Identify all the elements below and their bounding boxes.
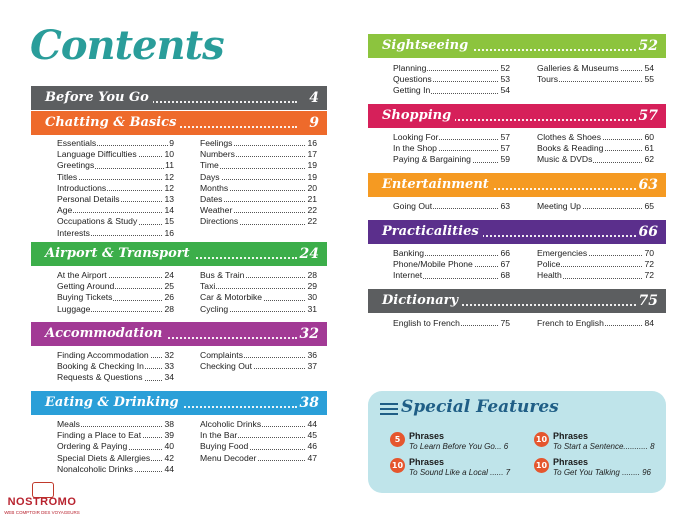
feature-subtitle: To Get You Talking ........ 96 — [553, 468, 652, 477]
section-page: 9 — [309, 111, 319, 135]
entry-page: 52 — [500, 63, 510, 73]
toc-entry[interactable] — [57, 160, 174, 171]
feature-subtitle: To Start a Sentence........... 8 — [553, 442, 655, 451]
entry-page: 44 — [307, 419, 317, 429]
section-header-before-you-go[interactable] — [31, 86, 327, 110]
entry-title: Feelings — [200, 138, 233, 148]
section-label: Sightseeing — [382, 34, 472, 58]
entry-page: 17 — [307, 149, 317, 160]
number-badge-icon: 10 — [534, 432, 549, 447]
toc-entry[interactable] — [200, 194, 317, 205]
entry-title: Buying Food — [200, 441, 249, 452]
section-header-airport-transport[interactable] — [31, 242, 327, 266]
entry-title: Getting In — [393, 85, 431, 96]
entry-title: Cycling — [200, 303, 229, 314]
entry-title: Emergencies — [537, 248, 588, 258]
entry-page: 11 — [165, 160, 174, 171]
entry-page: 31 — [307, 303, 317, 314]
entry-page: 72 — [644, 270, 654, 281]
dot-leader — [57, 212, 174, 213]
section-label: Shopping — [382, 104, 455, 128]
section-label: Accommodation — [45, 322, 166, 346]
entry-title: Finding Accommodation — [57, 350, 149, 360]
entry-title: At the Airport — [57, 270, 107, 280]
logo-tagline: WEB COMPTOIR DES VOYAGEURS — [4, 510, 80, 515]
toc-entry[interactable] — [393, 318, 510, 329]
special-feature-item[interactable] — [534, 457, 664, 483]
entry-title: Days — [200, 171, 220, 182]
entry-page: 38 — [164, 419, 174, 429]
section-page: 52 — [639, 34, 658, 58]
entry-title: Language Difficulties — [57, 149, 137, 160]
toc-entry[interactable] — [57, 281, 174, 292]
toc-column — [200, 270, 317, 315]
entry-title: Nonalcoholic Drinks — [57, 463, 133, 474]
entry-page: 62 — [644, 154, 654, 165]
toc-column — [200, 419, 317, 464]
feature-heading: Phrases — [553, 431, 589, 441]
section-label: Entertainment — [382, 173, 493, 197]
toc-entry[interactable] — [200, 441, 317, 452]
toc-entry[interactable] — [537, 154, 654, 165]
entry-page: 42 — [164, 452, 174, 463]
toc-entry[interactable] — [537, 318, 654, 329]
entry-title: Health — [537, 270, 562, 281]
entry-page: 12 — [164, 171, 174, 182]
toc-entry[interactable] — [57, 304, 174, 315]
section-label: Before You Go — [45, 86, 153, 110]
dot-leader — [200, 288, 317, 289]
toc-entry[interactable] — [537, 143, 654, 154]
toc-entry[interactable] — [537, 132, 654, 143]
entry-title: Questions — [393, 74, 432, 85]
entry-title: Looking For — [393, 132, 439, 142]
entry-page: 15 — [164, 216, 174, 227]
toc-entry[interactable] — [393, 259, 510, 270]
entry-title: Music & DVDs — [537, 154, 593, 165]
section-label: Dictionary — [382, 289, 462, 313]
entry-title: Requests & Questions — [57, 372, 143, 383]
entry-page: 22 — [307, 216, 317, 227]
toc-entry[interactable] — [200, 216, 317, 227]
entry-title: Meeting Up — [537, 201, 581, 211]
entry-page: 57 — [500, 143, 510, 154]
toc-entry[interactable] — [57, 350, 174, 361]
section-page: 32 — [300, 322, 319, 346]
entry-title: Time — [200, 160, 219, 171]
entry-title: Paying & Bargaining — [393, 154, 471, 165]
toc-column — [537, 132, 654, 166]
section-header-accommodation[interactable] — [31, 322, 327, 346]
entry-page: 13 — [164, 194, 174, 205]
entry-title: Phone/Mobile Phone — [393, 259, 473, 270]
entry-title: Essentials — [57, 138, 97, 148]
entry-title: In the Shop — [393, 143, 437, 154]
toc-entry[interactable] — [57, 430, 174, 441]
section-label: Airport & Transport — [45, 242, 194, 266]
toc-entry[interactable] — [393, 63, 510, 74]
entry-page: 75 — [500, 318, 510, 328]
entry-page: 12 — [164, 182, 174, 193]
entry-title: In the Bar — [200, 430, 238, 441]
entry-title: Menu Decoder — [200, 452, 257, 463]
toc-entry[interactable] — [393, 201, 510, 212]
feature-heading: Phrases — [553, 457, 589, 467]
toc-column — [393, 63, 510, 97]
entry-page: 33 — [164, 361, 174, 372]
entry-title: Getting Around — [57, 281, 115, 292]
entry-page: 21 — [307, 194, 317, 205]
nostromo-logo — [4, 482, 80, 520]
section-page: 57 — [639, 104, 658, 128]
toc-column — [393, 318, 510, 329]
entry-page: 39 — [164, 430, 174, 441]
toc-entry[interactable] — [57, 453, 174, 464]
entry-title: Ordering & Paying — [57, 441, 128, 452]
entry-title: Dates — [200, 194, 223, 205]
toc-entry[interactable] — [57, 372, 174, 383]
toc-entry[interactable] — [200, 160, 317, 171]
toc-entry[interactable] — [393, 132, 510, 143]
toc-entry[interactable] — [200, 350, 317, 361]
section-label: Practicalities — [382, 220, 483, 244]
entry-title: Booking & Checking In — [57, 361, 144, 372]
entry-page: 16 — [307, 138, 317, 148]
lines-icon — [380, 403, 398, 418]
entry-title: Occupations & Study — [57, 216, 138, 227]
entry-title: Alcoholic Drinks — [200, 419, 262, 429]
section-header-eating-drinking[interactable] — [31, 391, 327, 415]
section-header-entertainment[interactable] — [368, 173, 666, 197]
entry-page: 46 — [307, 441, 317, 452]
section-page: 24 — [300, 242, 319, 266]
entry-page: 57 — [500, 132, 510, 142]
toc-entry[interactable] — [200, 149, 317, 160]
entry-title: Galleries & Museums — [537, 63, 619, 73]
toc-entry[interactable] — [57, 172, 174, 183]
entry-title: Car & Motorbike — [200, 292, 263, 303]
toc-entry[interactable] — [200, 183, 317, 194]
entry-page: 32 — [164, 350, 174, 360]
entry-page: 54 — [644, 63, 654, 73]
entry-title: Personal Details — [57, 194, 120, 205]
section-page: 66 — [639, 220, 658, 244]
section-header-practicalities[interactable] — [368, 220, 666, 244]
entry-title: Months — [200, 182, 229, 193]
entry-page: 63 — [500, 201, 510, 211]
entry-page: 59 — [500, 154, 510, 165]
toc-entry[interactable] — [393, 248, 510, 259]
entry-title: Interests — [57, 227, 90, 238]
entry-page: 66 — [500, 248, 510, 258]
entry-title: Banking — [393, 248, 425, 258]
entry-page: 72 — [644, 259, 654, 270]
entry-page: 28 — [164, 303, 174, 314]
toc-entry[interactable] — [57, 292, 174, 303]
toc-entry[interactable] — [57, 441, 174, 452]
entry-title: Special Diets & Allergies — [57, 452, 151, 463]
toc-column — [57, 270, 174, 315]
toc-entry[interactable] — [57, 228, 174, 239]
entry-page: 54 — [500, 85, 510, 96]
toc-entry[interactable] — [537, 259, 654, 270]
entry-title: Greetings — [57, 160, 95, 171]
toc-column — [393, 201, 510, 212]
entry-page: 45 — [307, 430, 317, 441]
toc-entry[interactable] — [57, 361, 174, 372]
entry-page: 19 — [307, 171, 317, 182]
entry-page: 16 — [164, 227, 174, 238]
entry-title: Bus & Train — [200, 270, 245, 280]
toc-column — [537, 248, 654, 282]
entry-page: 55 — [644, 74, 654, 85]
entry-title: Checking Out — [200, 361, 253, 372]
entry-page: 34 — [164, 372, 174, 383]
toc-entry[interactable] — [393, 74, 510, 85]
section-header-chatting-basics[interactable] — [31, 111, 327, 135]
section-header-dictionary[interactable] — [368, 289, 666, 313]
toc-column — [57, 138, 174, 239]
section-label: Chatting & Basics — [45, 111, 180, 135]
entry-page: 30 — [307, 292, 317, 303]
entry-page: 9 — [169, 138, 174, 148]
entry-page: 40 — [164, 441, 174, 452]
feature-page: 8 — [650, 442, 655, 451]
toc-column — [393, 132, 510, 166]
section-header-shopping[interactable] — [368, 104, 666, 128]
entry-page: 60 — [644, 132, 654, 142]
entry-page: 36 — [307, 350, 317, 360]
entry-page: 29 — [307, 281, 317, 292]
toc-entry[interactable] — [57, 419, 174, 430]
entry-page: 10 — [164, 149, 174, 160]
toc-entry[interactable] — [537, 270, 654, 281]
entry-title: Going Out — [393, 201, 433, 211]
toc-entry[interactable] — [200, 281, 317, 292]
toc-entry[interactable] — [57, 205, 174, 216]
entry-page: 37 — [307, 361, 317, 372]
toc-entry[interactable] — [200, 172, 317, 183]
toc-entry[interactable] — [57, 194, 174, 205]
entry-title: Clothes & Shoes — [537, 132, 602, 142]
entry-page: 14 — [164, 205, 174, 216]
entry-title: Numbers — [200, 149, 235, 160]
entry-title: Tours — [537, 74, 559, 85]
special-features-title: Special Features — [401, 397, 559, 417]
section-page: 38 — [300, 391, 319, 415]
toc-column — [537, 318, 654, 329]
feature-heading: Phrases — [409, 457, 445, 467]
entry-page: 65 — [644, 201, 654, 211]
entry-title: Directions — [200, 216, 239, 227]
entry-title: Complaints — [200, 350, 243, 360]
toc-column — [537, 63, 654, 85]
section-label: Eating & Drinking — [45, 391, 183, 415]
entry-title: Police — [537, 259, 561, 270]
special-feature-item[interactable] — [534, 431, 664, 457]
entry-title: Planning — [393, 63, 427, 73]
page-title: Contents — [30, 22, 224, 69]
toc-entry[interactable] — [57, 216, 174, 227]
special-feature-item[interactable] — [390, 457, 520, 483]
toc-entry[interactable] — [57, 138, 174, 149]
entry-title: Finding a Place to Eat — [57, 430, 142, 441]
toc-entry[interactable] — [200, 292, 317, 303]
entry-title: Taxi — [200, 281, 216, 292]
entry-title: English to French — [393, 318, 460, 328]
section-header-sightseeing[interactable] — [368, 34, 666, 58]
entry-title: Buying Tickets — [57, 292, 113, 303]
feature-page: 96 — [642, 468, 652, 477]
special-features-box — [368, 391, 666, 493]
toc-column — [57, 419, 174, 475]
entry-title: Luggage — [57, 303, 91, 314]
entry-page: 22 — [307, 205, 317, 216]
number-badge-icon: 10 — [390, 458, 405, 473]
entry-page: 84 — [644, 318, 654, 328]
toc-entry[interactable] — [200, 430, 317, 441]
entry-page: 47 — [307, 452, 317, 463]
feature-subtitle: To Sound Like a Local ...... 7 — [409, 468, 511, 477]
entry-page: 20 — [307, 182, 317, 193]
entry-title: Titles — [57, 171, 78, 182]
toc-entry[interactable] — [537, 63, 654, 74]
toc-entry[interactable] — [393, 85, 510, 96]
feature-heading: Phrases — [409, 431, 445, 441]
feature-page: 7 — [505, 468, 511, 477]
toc-entry[interactable] — [57, 149, 174, 160]
entry-title: Introductions — [57, 182, 107, 193]
entry-title: Meals — [57, 419, 80, 429]
feature-subtitle: To Learn Before You Go... 6 — [409, 442, 509, 451]
toc-column — [537, 201, 654, 212]
entry-page: 67 — [500, 259, 510, 270]
entry-title: Age — [57, 205, 73, 216]
section-page: 63 — [639, 173, 658, 197]
section-page: 4 — [309, 86, 319, 110]
logo-name: NOSTROMO — [7, 496, 77, 508]
toc-column — [200, 138, 317, 228]
entry-page: 25 — [164, 281, 174, 292]
section-page: 75 — [639, 289, 658, 313]
toc-entry[interactable] — [393, 270, 510, 281]
toc-entry[interactable] — [200, 270, 317, 281]
entry-page: 24 — [164, 270, 174, 280]
entry-page: 70 — [644, 248, 654, 258]
entry-page: 44 — [164, 463, 174, 474]
toc-column — [393, 248, 510, 282]
toc-entry[interactable] — [200, 304, 317, 315]
feature-page: 6 — [503, 442, 509, 451]
toc-entry[interactable] — [57, 270, 174, 281]
entry-page: 19 — [307, 160, 317, 171]
number-badge-icon: 10 — [534, 458, 549, 473]
toc-column — [57, 350, 174, 384]
toc-entry[interactable] — [200, 205, 317, 216]
entry-page: 68 — [500, 270, 510, 281]
toc-column — [200, 350, 317, 372]
number-badge-icon: 5 — [390, 432, 405, 447]
entry-title: Books & Reading — [537, 143, 604, 154]
toc-entry[interactable] — [393, 143, 510, 154]
entry-title: Internet — [393, 270, 423, 281]
toc-entry[interactable] — [393, 154, 510, 165]
entry-title: French to English — [537, 318, 604, 328]
toc-entry[interactable] — [57, 183, 174, 194]
entry-title: Weather — [200, 205, 233, 216]
toc-entry[interactable] — [537, 201, 654, 212]
toc-entry[interactable] — [200, 138, 317, 149]
toc-entry[interactable] — [57, 464, 174, 475]
entry-page: 26 — [164, 292, 174, 303]
toc-entry[interactable] — [537, 74, 654, 85]
entry-page: 53 — [500, 74, 510, 85]
special-feature-item[interactable] — [390, 431, 520, 457]
entry-page: 61 — [644, 143, 654, 154]
toc-entry[interactable] — [200, 419, 317, 430]
toc-entry[interactable] — [537, 248, 654, 259]
toc-entry[interactable] — [200, 361, 317, 372]
toc-entry[interactable] — [200, 453, 317, 464]
entry-page: 28 — [307, 270, 317, 280]
